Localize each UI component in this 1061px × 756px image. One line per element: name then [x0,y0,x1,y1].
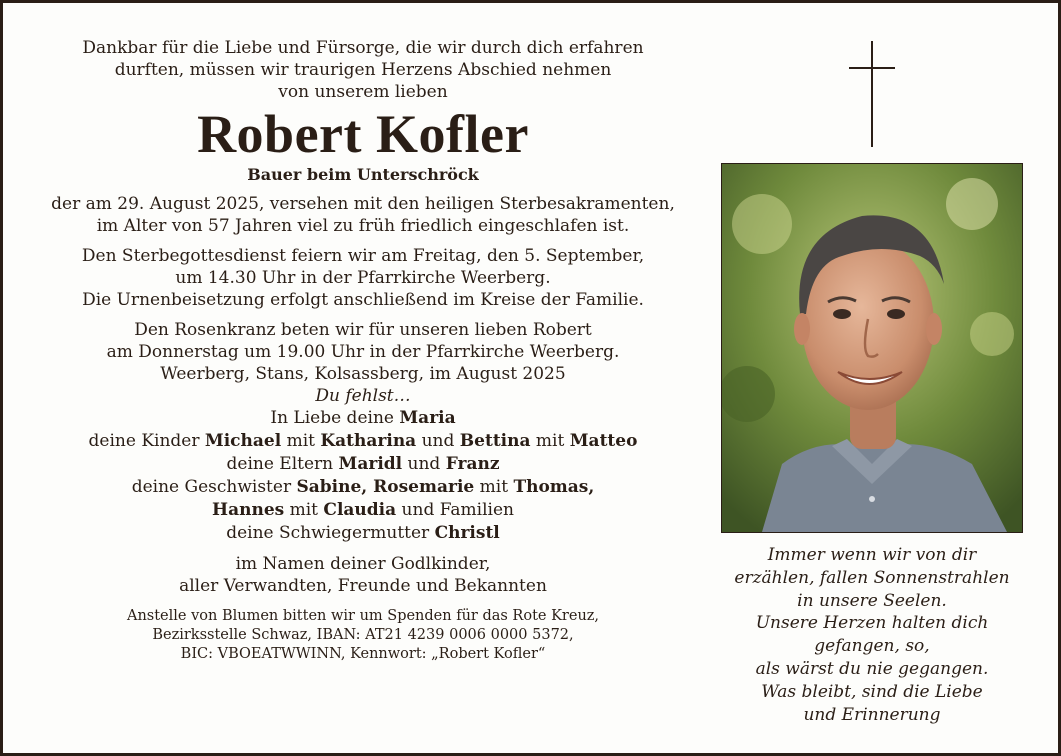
service-info [23,245,703,311]
signer-line-children [23,430,703,453]
signer-name: Bettina [459,431,531,451]
donation-notice [23,607,703,664]
deceased-name: Robert Kofler [197,104,529,164]
poem-line: Unsere Herzen halten dich [755,613,989,634]
poem-line: erzählen, fallen Sonnenstrahlen [734,567,1010,588]
obituary-text-column [23,33,703,664]
poem-line: Was bleibt, sind die Liebe [761,681,983,702]
du-fehlst: Du fehlst… [315,386,411,406]
portrait-illustration [722,164,1022,532]
signer-text: mit [281,431,321,451]
donation-line: Bezirksstelle Schwaz, IBAN: AT21 4239 0006 0000 5372, [152,627,574,643]
service-line: um 14.30 Uhr in der Pfarrkirche Weerberg. [175,268,551,288]
rosary-line: Den Rosenkranz beten wir für unseren lieben Robert [134,320,592,340]
signer-text: deine Geschwister [131,477,297,497]
intro-line: Dankbar für die Liebe und Fürsorge, die wir durch dich erfahren [82,38,644,58]
closing-text [23,553,703,597]
death-line: im Alter von 57 Jahren viel zu früh friedlich eingeschlafen ist. [96,216,630,236]
death-line: der am 29. August 2025, versehen mit den heiligen Sterbesakramenten, [51,194,675,214]
portrait-photo [721,163,1023,533]
signer-name: Maria [399,408,456,428]
signer-name: Sabine, Rosemarie [296,477,475,497]
deceased-occupation: Bauer beim Unterschröck [247,165,479,184]
shirt-button [869,496,875,502]
service-line: Den Sterbegottesdienst feiern wir am Freitag, den 5. September, [81,246,645,266]
signer-text: mit [284,500,324,520]
intro-line: von unserem lieben [278,82,448,102]
cross-icon [849,41,895,147]
memorial-poem [713,544,1031,726]
signer-name: Thomas, [513,477,595,497]
signer-text: deine Eltern [226,454,339,474]
closing-line: im Namen deiner Godlkinder, [235,554,491,574]
signer-text: deine Schwiegermutter [226,523,435,543]
signer-text: und [416,431,460,451]
donation-line: Anstelle von Blumen bitten wir um Spenden für das Rote Kreuz, [126,608,600,624]
light-spot [732,194,792,254]
death-notice [23,193,703,237]
signer-line-siblings-cont [23,499,703,522]
signer-name: Christl [434,523,500,543]
signer-text: deine Kinder [88,431,205,451]
signer-line-mother-in-law [23,522,703,545]
light-spot [946,178,998,230]
place-date: Weerberg, Stans, Kolsassberg, im August 2025 [160,364,566,384]
right-ear [926,313,942,345]
signer-name: Katharina [320,431,417,451]
signer-name: Claudia [323,500,397,520]
signer-text: mit [530,431,570,451]
signer-text: mit [474,477,514,497]
signer-line-parents [23,453,703,476]
rosary-line: am Donnerstag um 19.00 Uhr in der Pfarrkirche Weerberg. [106,342,620,362]
signer-line-partner [23,407,703,430]
service-line: Die Urnenbeisetzung erfolgt anschließend im Kreise der Familie. [82,290,644,310]
poem-line: und Erinnerung [803,704,941,725]
poem-line: als wärst du nie gegangen. [755,658,989,679]
poem-line: gefangen, so, [814,636,930,657]
closing-line: aller Verwandten, Freunde und Bekannten [179,576,547,596]
signer-text: und Familien [396,500,514,520]
signers-list [23,407,703,545]
right-eye [887,309,905,319]
donation-line: BIC: VBOEATWWINN, Kennwort: „Robert Kofler“ [180,646,546,662]
signer-name: Hannes [212,500,285,520]
rosary-info [23,319,703,363]
signer-name: Matteo [569,431,638,451]
signer-name: Franz [445,454,500,474]
signer-text: und [402,454,446,474]
signer-name: Maridl [338,454,403,474]
intro-line: durften, müssen wir traurigen Herzens Abschied nehmen [114,60,612,80]
left-ear [794,313,810,345]
cross-vertical-bar [871,41,873,147]
poem-line: Immer wenn wir von dir [767,545,977,565]
intro-text [23,37,703,103]
signer-line-siblings [23,476,703,499]
left-eye [833,309,851,319]
light-spot [970,312,1014,356]
signer-text: In Liebe deine [270,408,400,428]
cross-horizontal-bar [849,67,895,69]
signer-name: Michael [204,431,282,451]
poem-line: in unsere Seelen. [797,590,947,611]
